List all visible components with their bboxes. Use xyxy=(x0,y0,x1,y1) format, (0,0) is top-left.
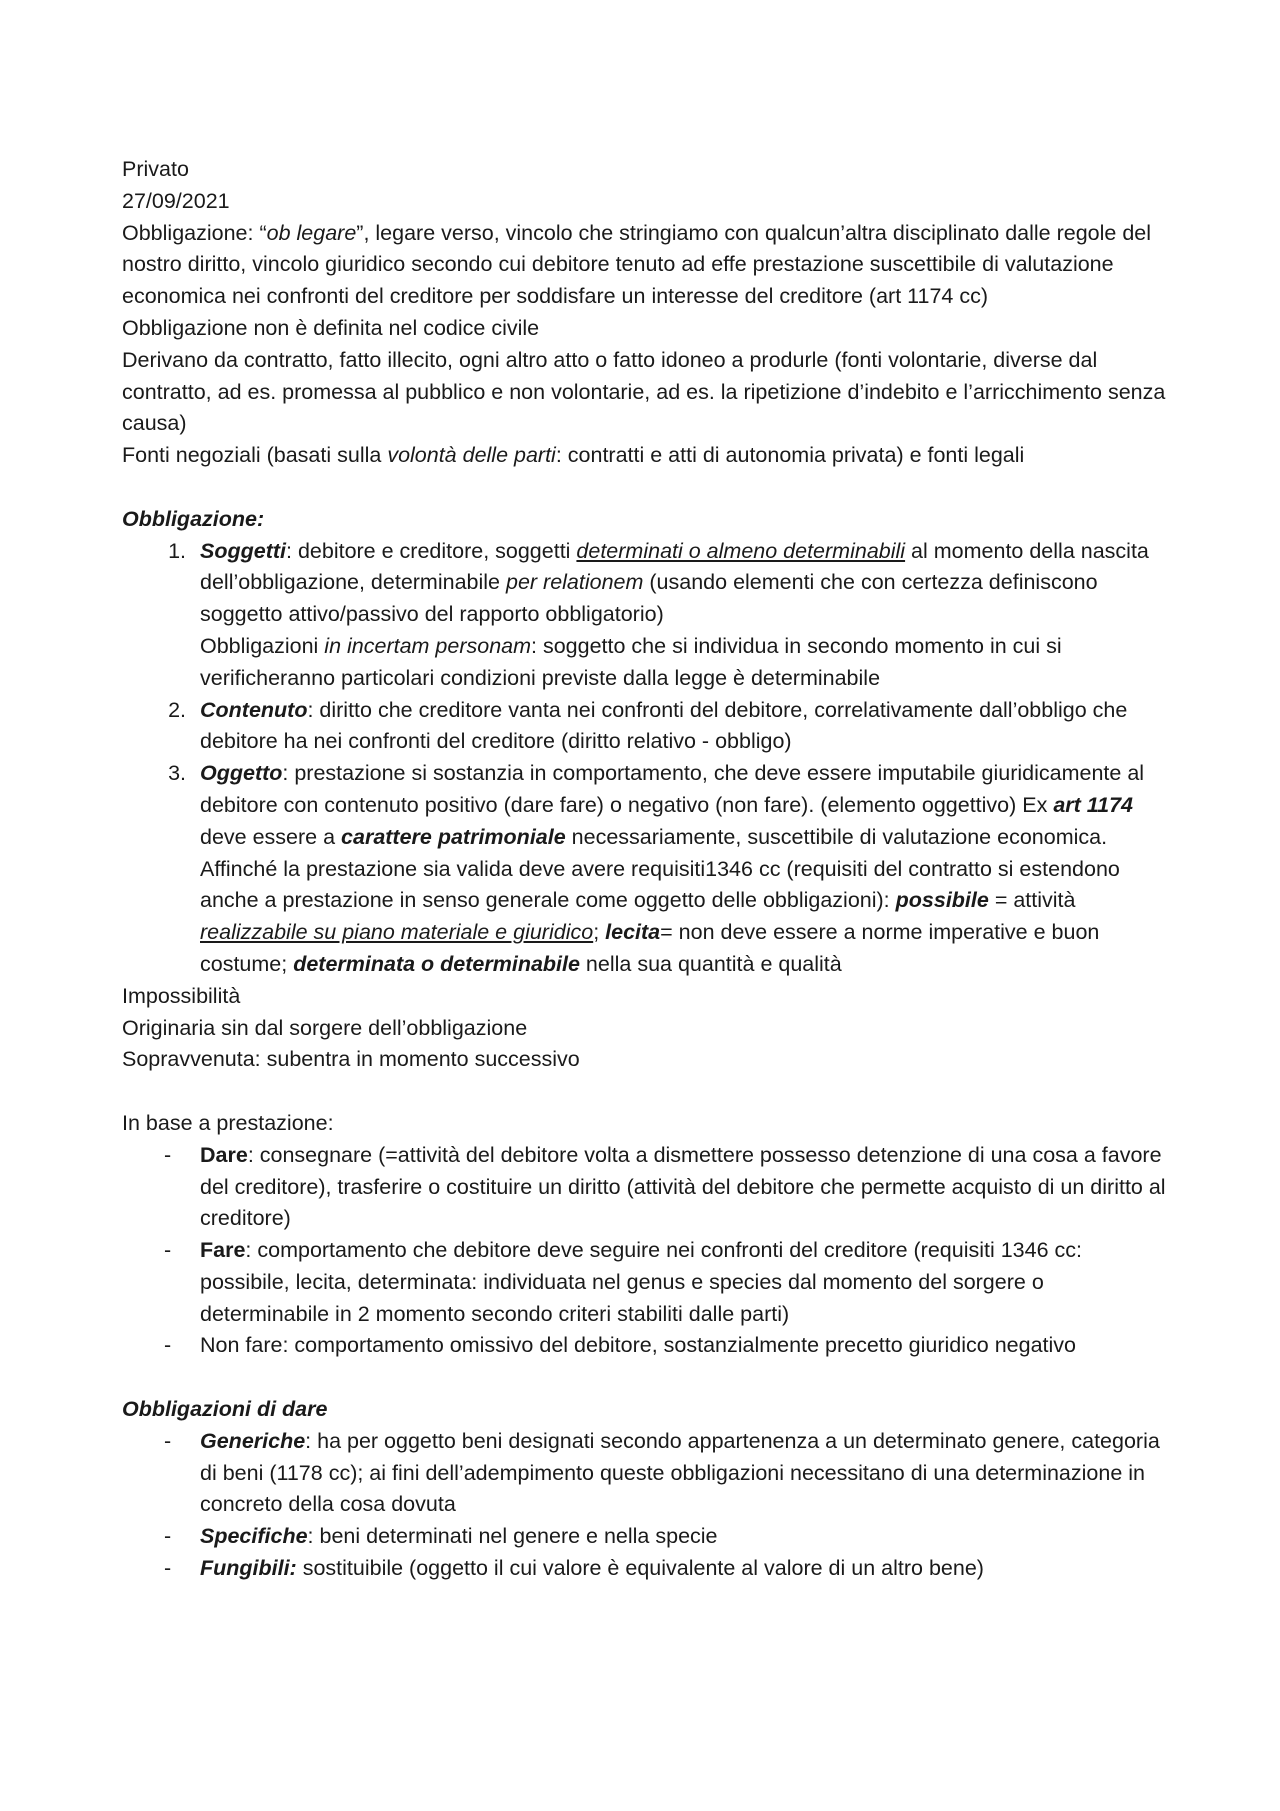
not-defined-line: Obbligazione non è definita nel codice civile xyxy=(122,315,540,340)
item-underlined: realizzabile su piano materiale e giuridico xyxy=(200,920,594,945)
negotiable-italic: volontà delle parti xyxy=(387,443,556,468)
item-underlined: determinati o almeno determinabili xyxy=(576,538,906,563)
item-term: Specifiche xyxy=(200,1524,308,1549)
item-number: 3. xyxy=(168,761,186,786)
sources-paragraph: Derivano da contratto, fatto illecito, ogni altro atto o fatto idoneo a produrle (fonti volontarie, diverse dal contratto, ad es. promessa al pubblico e non volontarie, ad es. la ripetizione d’indebito e l’arricchimento senza causa) xyxy=(122,347,1166,436)
item-emphasis: carattere patrimoniale xyxy=(341,824,566,849)
item-text: : ha per oggetto beni designati secondo appartenenza a un determinato genere, categoria di beni (1178 cc); ai fini dell’adempimento queste obbligazioni necessitano di una determinazione in concreto della cosa dovuta xyxy=(200,1428,1160,1517)
list-item-dare xyxy=(122,1140,1174,1235)
item-text: : beni determinati nel genere e nella specie xyxy=(307,1524,718,1549)
definition-text: ”, legare verso, vincolo che stringiamo con qualcun’altra disciplinato dalle regole del nostro diritto, vincolo giuridico secondo cui debitore tenuto ad effe prestazione suscettibile di valutazione economica nei confronti del creditore per soddisfare un interesse del creditore (art 1174 cc) xyxy=(122,220,1152,309)
item-text: : prestazione si sostanzia in comportamento, che deve essere imputabile giuridicamente al debitore con contenuto positivo (dare fare) o negativo (non fare). (elemento oggettivo) Ex xyxy=(200,761,1145,817)
item-text: deve essere a xyxy=(200,824,342,849)
give-obligations-list xyxy=(122,1426,1174,1585)
item-term: Soggetti xyxy=(200,538,286,563)
item-text: Obbligazioni xyxy=(200,633,325,658)
item-italic: per relationem xyxy=(505,570,644,595)
item-emphasis: lecita xyxy=(605,920,661,945)
dash-bullet: - xyxy=(164,1556,172,1581)
item-term: Dare xyxy=(200,1142,248,1167)
item-text: : diritto che creditore vanta nei confronti del debitore, correlativamente dall’obbligo che debitore ha nei confronti del creditore (diritto relativo - obbligo) xyxy=(200,697,1128,754)
list-item-fungibili xyxy=(122,1553,1174,1585)
dash-bullet: - xyxy=(164,1428,172,1453)
document-page xyxy=(122,154,1174,1585)
spacer xyxy=(122,472,1174,504)
list-item-generiche xyxy=(122,1426,1174,1521)
subject-title: Privato xyxy=(122,157,189,181)
list-item-fare xyxy=(122,1235,1174,1330)
give-obligations-heading: Obbligazioni di dare xyxy=(122,1397,328,1422)
spacer xyxy=(122,1362,1174,1394)
elements-list xyxy=(122,536,1174,981)
dash-bullet: - xyxy=(164,1142,172,1167)
item-text: : debitore e creditore, soggetti xyxy=(286,538,577,563)
dash-bullet: - xyxy=(164,1333,172,1358)
item-text: : soggetto che si individua in secondo momento in cui si verificheranno particolari condizioni previste dalla legge è determinabile xyxy=(200,633,1062,690)
item-number: 1. xyxy=(168,538,186,563)
item-term: Fare xyxy=(200,1238,246,1263)
item-text: : consegnare (=attività del debitore volta a dismettere possesso detenzione di una cosa a favore del creditore), trasferire o costituire un diritto (attività del debitore che permette acquisto di un diritto al creditore) xyxy=(200,1142,1166,1231)
item-term: Oggetto xyxy=(200,761,283,786)
item-number: 2. xyxy=(168,697,186,722)
item-term: Fungibili: xyxy=(200,1556,297,1581)
item-term: Generiche xyxy=(200,1428,306,1453)
spacer xyxy=(122,1076,1174,1108)
latin-term: ob legare xyxy=(266,220,357,245)
performance-intro: In base a prestazione: xyxy=(122,1110,334,1135)
negotiable-text-b: : contratti e atti di autonomia privata) e fonti legali xyxy=(555,443,1025,468)
list-item-soggetti xyxy=(122,536,1174,695)
item-sub-paragraph xyxy=(200,631,1174,695)
item-text: Non fare: comportamento omissivo del debitore, sostanzialmente precetto giuridico negativo xyxy=(200,1333,1076,1358)
negotiable-text-a: Fonti negoziali (basati sulla xyxy=(122,443,388,468)
item-article: art 1174 xyxy=(1053,792,1134,817)
item-italic: in incertam personam xyxy=(324,633,532,658)
list-item-contenuto xyxy=(122,695,1174,759)
item-text: (usando elementi che con certezza definiscono soggetto attivo/passivo del rapporto obbligatorio) xyxy=(200,570,1098,627)
item-text: nella sua quantità e qualità xyxy=(579,951,842,976)
item-text: necessariamente, suscettibile di valutazione economica. Affinché la prestazione sia valida deve avere requisiti1346 cc (requisiti del contratto si estendono anche a prestazione in senso generale come oggetto delle obbligazioni): xyxy=(200,824,1120,913)
item-emphasis: possibile xyxy=(895,888,989,913)
performance-list xyxy=(122,1140,1174,1363)
list-item-specifiche xyxy=(122,1521,1174,1553)
definition-paragraph xyxy=(122,218,1174,313)
impossibility-original: Originaria sin dal sorgere dell’obbligazione xyxy=(122,1015,528,1040)
item-text: = attività xyxy=(988,888,1076,913)
impossibility-supervening: Sopravvenuta: subentra in momento successivo xyxy=(122,1047,580,1072)
definition-label: Obbligazione: “ xyxy=(122,220,267,245)
negotiable-sources-line xyxy=(122,440,1174,472)
list-item-non-fare xyxy=(122,1330,1174,1362)
item-text: al momento della nascita dell’obbligazione, determinabile xyxy=(200,538,1149,595)
item-body xyxy=(200,536,1174,631)
dash-bullet: - xyxy=(164,1524,172,1549)
item-term: Contenuto xyxy=(200,697,308,722)
item-emphasis: determinata o determinabile xyxy=(293,951,580,976)
item-text: ; xyxy=(593,920,606,945)
item-text: = non deve essere a norme imperative e buon costume; xyxy=(200,920,1100,976)
item-body xyxy=(200,695,1174,759)
elements-heading: Obbligazione: xyxy=(122,506,265,531)
date: 27/09/2021 xyxy=(122,188,230,213)
item-text: sostituibile (oggetto il cui valore è equivalente al valore di un altro bene) xyxy=(296,1556,984,1581)
dash-bullet: - xyxy=(164,1238,172,1263)
impossibility-title: Impossibilità xyxy=(122,983,241,1008)
list-item-oggetto xyxy=(122,758,1174,981)
item-body xyxy=(200,758,1174,981)
item-text: : comportamento che debitore deve seguire nei confronti del creditore (requisiti 1346 cc: possibile, lecita, determinata: individuata nel genus e species dal momento del sorgere o determinabile in 2 momento secondo criteri stabiliti dalle parti) xyxy=(200,1238,1082,1326)
